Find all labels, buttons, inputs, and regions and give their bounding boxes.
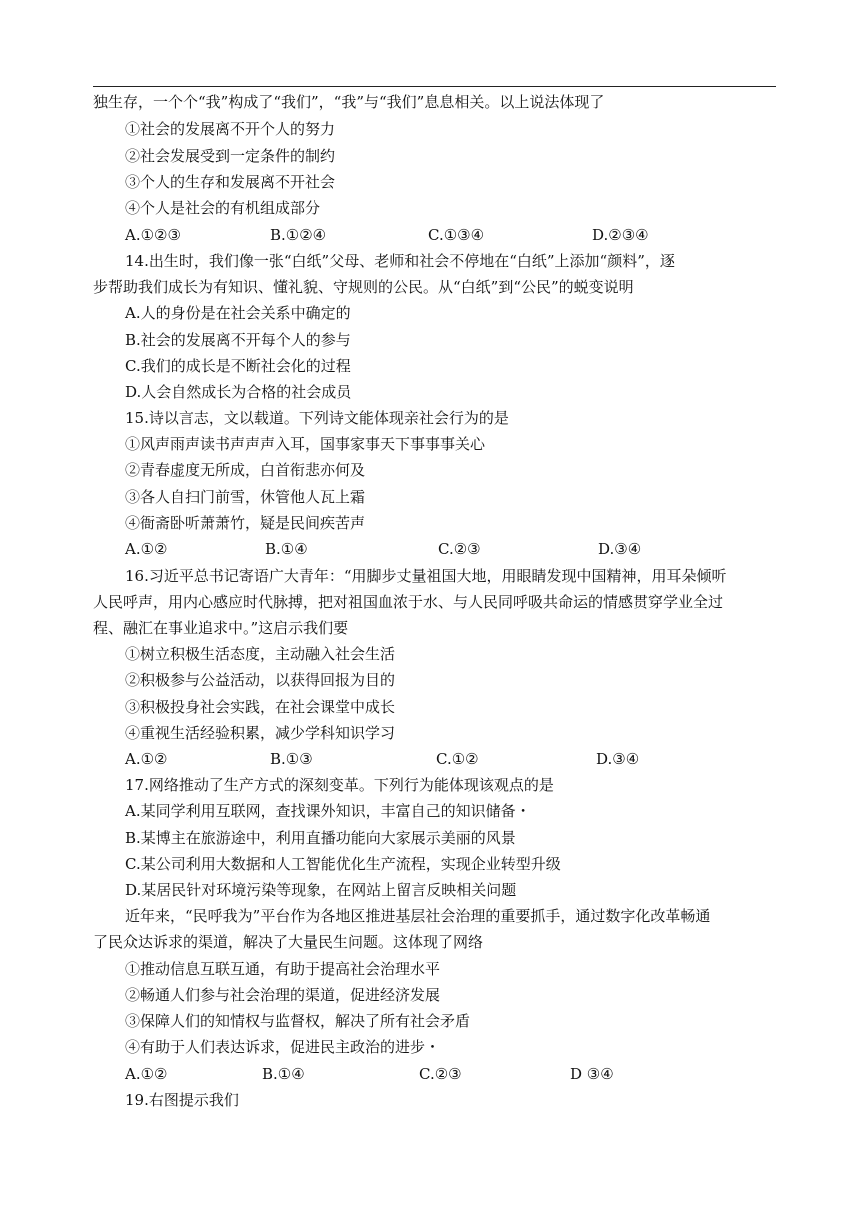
q13-item-4: ④个人是社会的有机组成部分 xyxy=(125,199,321,217)
q15-option-b: B.①④ xyxy=(265,540,308,558)
q16-stem-line-2: 人民呼声，用内心感应时代脉搏，把对祖国血浓于水、与人民同呼吸共命运的情感贯穿学业全过 xyxy=(93,593,724,611)
q18-option-b: B.①④ xyxy=(262,1065,305,1083)
q15-item-3: ③各人自扫门前雪，休管他人瓦上霜 xyxy=(125,488,366,506)
q16-option-c: C.①② xyxy=(436,750,479,768)
q13-option-c: C.①③④ xyxy=(428,226,485,244)
q13-option-b: B.①②④ xyxy=(270,226,327,244)
q14-stem-line-2: 步帮助我们成长为有知识、懂礼貌、守规则的公民。从“白纸”到“公民”的蜕变说明 xyxy=(93,278,634,296)
q18-option-c: C.②③ xyxy=(419,1065,462,1083)
q15-stem: 15.诗以言志，文以载道。下列诗文能体现亲社会行为的是 xyxy=(125,409,509,427)
q13-stem-tail: 独生存，一个个“我”构成了“我们”，“我”与“我们”息息相关。以上说法体现了 xyxy=(93,93,605,111)
q19-stem: 19.右图提示我们 xyxy=(125,1091,239,1109)
q17-choice-c: C.某公司利用大数据和人工智能优化生产流程，实现企业转型升级 xyxy=(125,855,561,873)
q18-item-1: ①推动信息互联互通，有助于提高社会治理水平 xyxy=(125,960,441,978)
q16-option-b: B.①③ xyxy=(270,750,313,768)
q17-choice-a: A.某同学利用互联网，查找课外知识，丰富自己的知识储备・ xyxy=(125,802,531,820)
q16-item-2: ②积极参与公益活动，以获得回报为目的 xyxy=(125,671,396,689)
q14-choice-a: A.人的身份是在社会关系中确定的 xyxy=(125,304,351,322)
q18-option-a: A.①② xyxy=(125,1065,168,1083)
q15-item-2: ②青春虚度无所成，白首衔悲亦何及 xyxy=(125,461,366,479)
q18-option-d: D ③④ xyxy=(570,1065,614,1083)
q16-stem-line-1: 16.习近平总书记寄语广大青年：“用脚步丈量祖国大地，用眼睛发现中国精神，用耳朵倾听 xyxy=(125,567,727,585)
q18-stem-line-2: 了民众达诉求的渠道，解决了大量民生问题。这体现了网络 xyxy=(93,933,484,951)
q15-item-1: ①风声雨声读书声声声入耳，国事家事天下事事事关心 xyxy=(125,435,486,453)
q17-choice-b: B.某博主在旅游途中，利用直播功能向大家展示美丽的风景 xyxy=(125,829,516,847)
q14-choice-b: B.社会的发展离不开每个人的参与 xyxy=(125,331,351,349)
q16-item-1: ①树立积极生活态度，主动融入社会生活 xyxy=(125,645,396,663)
q14-choice-d: D.人会自然成长为合格的社会成员 xyxy=(125,383,352,401)
q13-item-2: ②社会发展受到一定条件的制约 xyxy=(125,147,336,165)
q13-option-d: D.②③④ xyxy=(592,226,649,244)
q17-stem: 17.网络推动了生产方式的深刻变革。下列行为能体现该观点的是 xyxy=(125,776,554,794)
q18-item-4: ④有助于人们表达诉求，促进民主政治的进步・ xyxy=(125,1038,441,1056)
q15-option-d: D.③④ xyxy=(598,540,642,558)
header-rule xyxy=(93,86,776,87)
q18-stem-line-1: 近年来，“民呼我为”平台作为各地区推进基层社会治理的重要抓手，通过数字化改革畅通 xyxy=(125,907,711,925)
q15-item-4: ④衙斋卧听萧萧竹，疑是民间疾苦声 xyxy=(125,514,366,532)
q15-option-a: A.①② xyxy=(125,540,168,558)
q13-item-3: ③个人的生存和发展离不开社会 xyxy=(125,173,336,191)
q14-choice-c: C.我们的成长是不断社会化的过程 xyxy=(125,357,351,375)
q14-stem-line-1: 14.出生时，我们像一张“白纸”父母、老师和社会不停地在“白纸”上添加“颜料”，逐 xyxy=(125,252,675,270)
q16-item-3: ③积极投身社会实践，在社会课堂中成长 xyxy=(125,698,396,716)
q16-item-4: ④重视生活经验积累，减少学科知识学习 xyxy=(125,724,396,742)
q16-option-a: A.①② xyxy=(125,750,168,768)
q18-item-2: ②畅通人们参与社会治理的渠道，促进经济发展 xyxy=(125,986,441,1004)
q13-option-a: A.①②③ xyxy=(125,226,181,244)
q18-item-3: ③保障人们的知情权与监督权，解决了所有社会矛盾 xyxy=(125,1012,471,1030)
q15-option-c: C.②③ xyxy=(438,540,481,558)
q17-choice-d: D.某居民针对环境污染等现象，在网站上留言反映相关问题 xyxy=(125,881,517,899)
q16-stem-line-3: 程、融汇在事业追求中。”这启示我们要 xyxy=(93,619,349,637)
q13-item-1: ①社会的发展离不开个人的努力 xyxy=(125,120,336,138)
q16-option-d: D.③④ xyxy=(596,750,640,768)
